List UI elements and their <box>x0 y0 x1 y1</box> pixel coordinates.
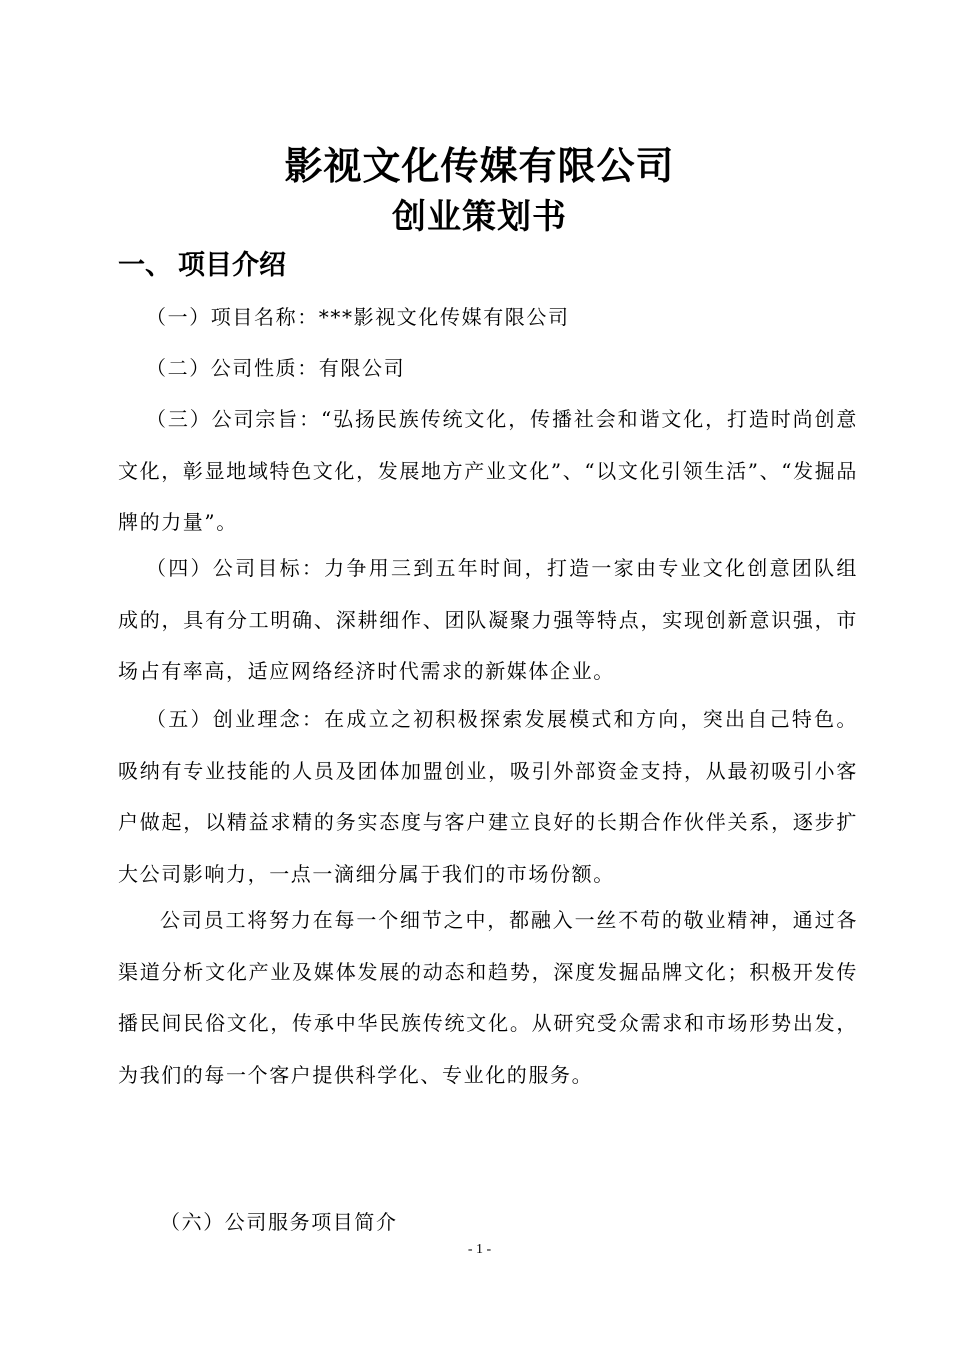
document-title: 影视文化传媒有限公司 <box>284 144 675 188</box>
paragraph-company-goal: （四）公司目标：力争用三到五年时间，打造一家由专业文化创意团队组成的，具有分工明确、深耕细作、团队凝聚力强等特点，实现创新意识强，市场占有率高，适应网络经济时代需求的新媒体企业。 <box>118 556 858 683</box>
section-heading <box>118 246 286 286</box>
paragraph-services-intro: （六）公司服务项目简介 <box>160 1210 398 1234</box>
paragraph-project-name: （一）项目名称：***影视文化传媒有限公司 <box>146 305 570 329</box>
paragraph-company-type: （二）公司性质：有限公司 <box>146 356 406 380</box>
paragraph-business-philosophy: （五）创业理念：在成立之初积极探索发展模式和方向，突出自己特色。吸纳有专业技能的人员及团体加盟创业，吸引外部资金支持，从最初吸引小客户做起，以精益求精的务实态度与客户建立良好的长期合作伙伴关系，逐步扩大公司影响力，一点一滴细分属于我们的市场份额。 <box>118 707 858 886</box>
paragraph-staff-commitment: 公司员工将努力在每一个细节之中，都融入一丝不苟的敬业精神，通过各渠道分析文化产业及媒体发展的动态和趋势，深度发掘品牌文化；积极开发传播民间民俗文化，传承中华民族传统文化。从研究受众需求和市场形势出发，为我们的每一个客户提供科学化、专业化的服务。 <box>118 908 858 1087</box>
page-number: - 1 - <box>467 1242 492 1257</box>
section-title: 项目介绍 <box>178 250 286 281</box>
paragraph-company-purpose: （三）公司宗旨：“弘扬民族传统文化，传播社会和谐文化，打造时尚创意文化，彰显地域特色文化，发展地方产业文化”、“以文化引领生活”、“发掘品牌的力量”。 <box>118 407 858 534</box>
section-number: 一、 <box>118 250 172 281</box>
document-subtitle: 创业策划书 <box>392 197 567 237</box>
